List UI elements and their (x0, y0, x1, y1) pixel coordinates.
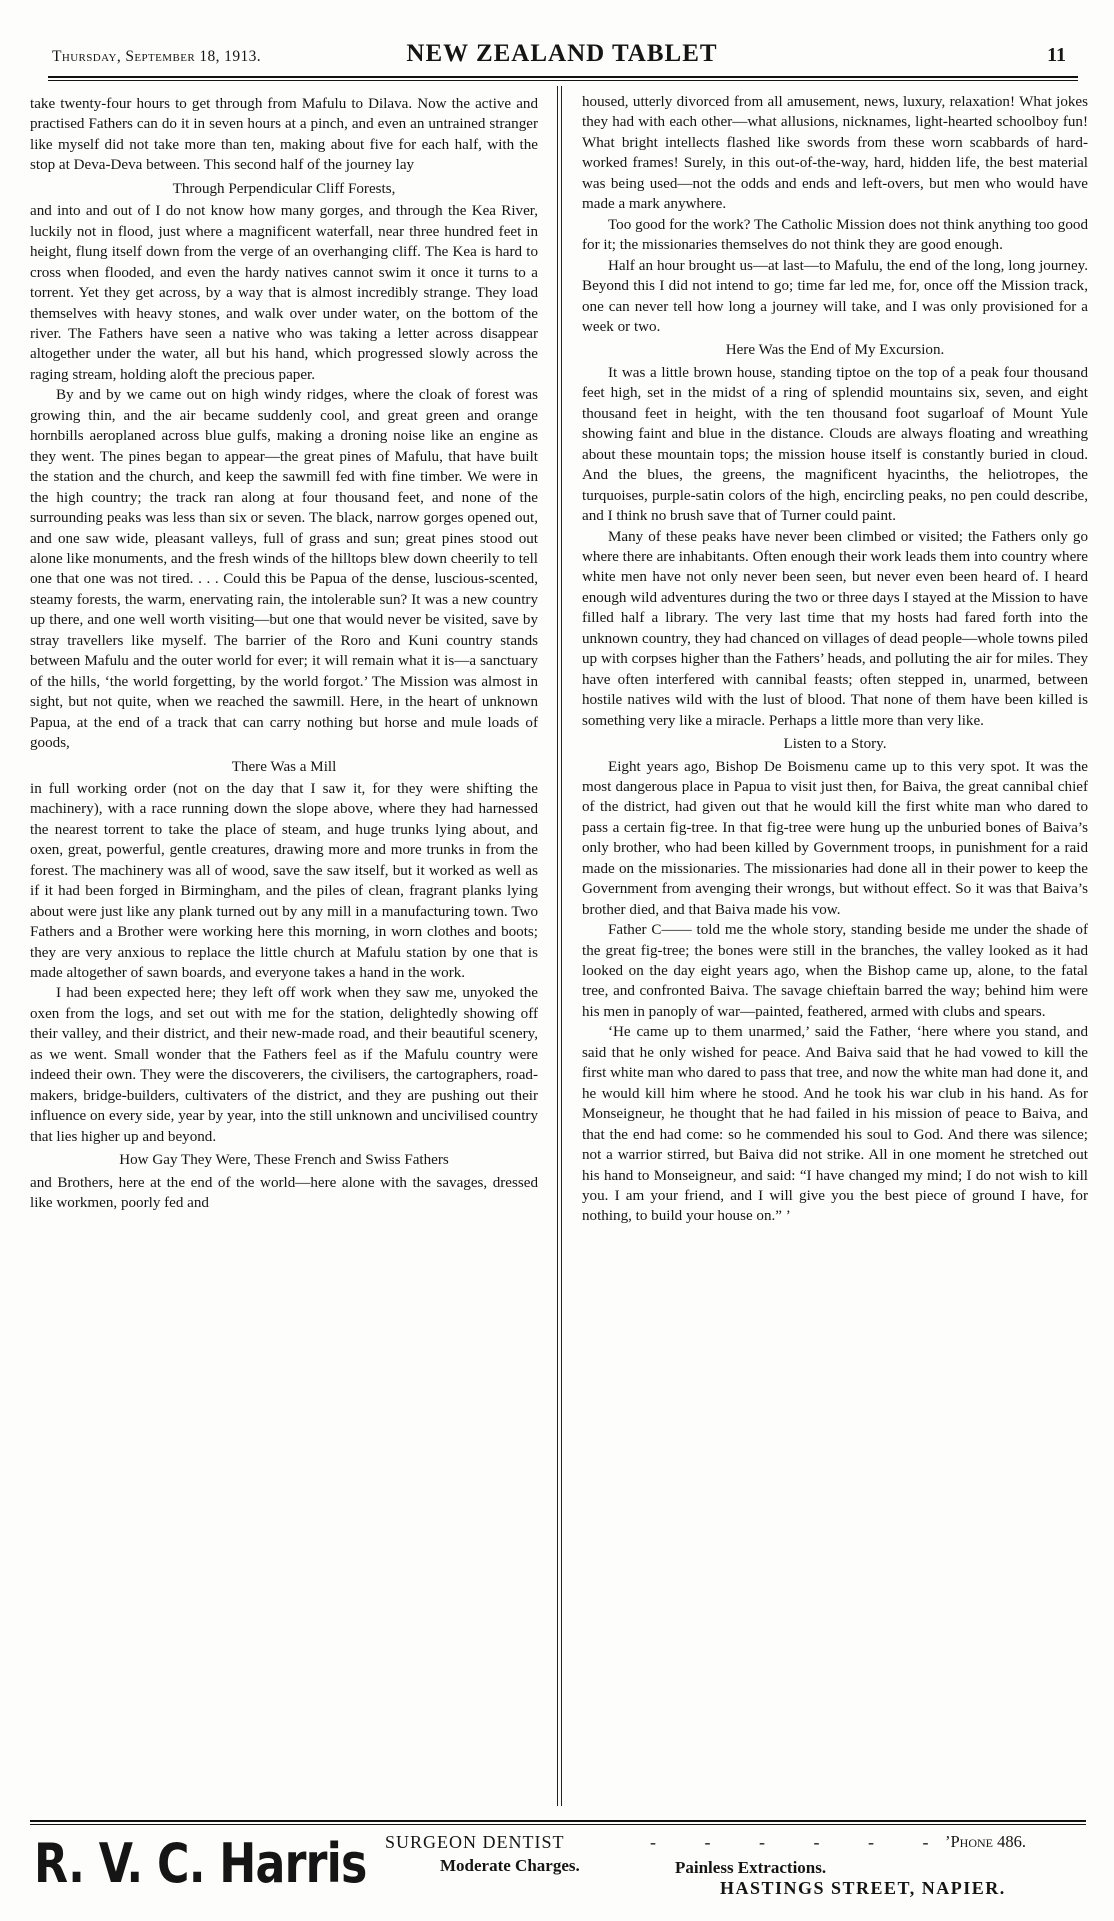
footer-rule (30, 1820, 1086, 1822)
article-paragraph: Half an hour brought us—at last—to Mafulu, the end of the long, long journey. Beyond this I did not intend to go; time far led me, for, once off the Mission track, one can never tell how long a journey will take, and I was only provisioned for a week or two. (582, 257, 1088, 335)
advertiser-phone: ’Phone 486. (945, 1832, 1026, 1851)
article-paragraph: It was a little brown house, standing tiptoe on the top of a peak four thousand feet high, set in the midst of a ring of splendid mountains six, seven, and eight thousand feet in height, with the ten thousand foot sugarloaf of Mount Yule showing faint and blue in the distance. Clouds are always floating and wreathing about these mountain tops; the mission house itself is constantly buried in cloud. And the blues, the greens, the magnificent hyacinths, the heliotropes, the turquoises, purple-satin colors of the high, encircling peaks, no pen could describe, and I think no brush save that of Turner could paint. (582, 364, 1088, 525)
right-column (582, 92, 1088, 1800)
section-subheading: Here Was the End of My Excursion. (725, 342, 945, 359)
section-subheading: Listen to a Story. (783, 736, 887, 753)
article-paragraph: and Brothers, here at the end of the world—here alone with the savages, dressed like workmen, poorly fed and (30, 1174, 538, 1212)
header-rule-thin (48, 80, 1078, 81)
article-paragraph: Eight years ago, Bishop De Boismenu came up to this very spot. It was the most dangerous place in Papua to visit just then, for Baiva, the great cannibal chief of the district, had given out that he would kill the first white man who dared to pass a certain fig-tree. In that fig-tree were hung up the unburied bones of Baiva’s only brother, who had been killed by Government troops, in punishment for a raid made on the missionaries. The missionaries had done all in their power to keep the Government from avenging their wrongs, but without effect. So it was that Baiva’s brother died, and that Baiva made his vow. (582, 758, 1088, 918)
article-paragraph: Too good for the work? The Catholic Mission does not think anything too good for it; the missionaries themselves do not think they are good enough. (582, 216, 1088, 254)
advertiser-profession: SURGEON DENTIST (385, 1832, 565, 1852)
article-paragraph: in full working order (not on the day that I saw it, for they were shifting the machinery), with a race running down the slope above, where they had harnessed the nearest torrent to take the place of steam, and huge trunks lying about, and oxen, great, powerful, gentle creatures, drawing more and more trunks in from the forest. The machinery was all of wood, save the saw itself, but it worked as well as if it had been forged in Birmingham, and the piles of clean, fragrant planks lying about were just like any plank turned out by any mill in a manufacturing town. Two Fathers and a Brother were working here this morning, in worn clothes and boots; they are very anxious to replace the little church at Mafulu station by one that is made altogether of sawn boards, and everyone takes a hand in the work. (30, 780, 538, 982)
issue-date: Thursday, September 18, 1913. (52, 48, 262, 65)
column-divider-second (561, 86, 562, 1806)
section-subheading: Through Perpendicular Cliff Forests, (172, 180, 396, 197)
section-subheading: There Was a Mill (231, 758, 337, 775)
left-column (30, 94, 538, 1802)
article-paragraph: and into and out of I do not know how many gorges, and through the Kea River, luckily not in flood, just where a magnificent waterfall, near three hundred feet in height, flung itself down from the verge of an overhanging cliff. The Kea is hard to cross when flooded, and even the hardy natives cannot swim it once it turns to a torrent. Yet they get across, by a way that is almost incredibly strange. They load themselves with heavy stones, and walk over under water, on the bottom of the river. The Fathers have seen a native who was taking a letter across disappear altogether under the water, all but his hand, which progressed slowly across the raging stream, holding aloft the precious paper. (30, 203, 538, 383)
column-divider (557, 86, 558, 1806)
header-rule (48, 76, 1078, 78)
advertiser-name: R. V. C. Harris (34, 1832, 367, 1895)
article-paragraph: ‘He came up to them unarmed,’ said the Father, ‘here where you stand, and said that he only wished for peace. And Baiva said that he had vowed to kill the first white man who dared to pass that tree, and now the white man had done it, and he would kill him where he stood. And he took his war club in his hand. As for Monseigneur, he thought that he had failed in his mission of peace to Baiva, and that the end had come: so he commended his soul to God. And there was silence; not a warrior stirred, but Baiva did not strike. All in one moment he stretched out his hand to Monseigneur, and said: “I have changed my mind; I do not wish to kill you. I am your friend, and I will give you the best piece of ground I have, for nothing, to build your house on.” ’ (582, 1024, 1088, 1225)
masthead (48, 40, 1076, 72)
newspaper-title: NEW ZEALAND TABLET (406, 40, 718, 67)
advertiser-charges: Moderate Charges. (440, 1856, 580, 1875)
dentist-advertisement (30, 1832, 1086, 1912)
footer-rule-thin (30, 1824, 1086, 1825)
advertiser-address: HASTINGS STREET, NAPIER. (720, 1878, 1006, 1898)
article-paragraph: I had been expected here; they left off work when they saw me, unyoked the oxen from the logs, and set out with me for the station, delightedly showing off their valley, and their district, and their new-made road, and their beautiful scenery, as we went. Small wonder that the Fathers feel as if the Mafulu country were indeed their own. They were the discoverers, the civilisers, the cartographers, road-makers, bridge-builders, cultivaters of the district, and they are pushing out their influence on every side, year by year, into the still unknown and uncivilised country that lies higher up and beyond. (30, 985, 538, 1145)
section-subheading: How Gay They Were, These French and Swiss Fathers (119, 1152, 449, 1169)
page-number: 11 (1047, 44, 1066, 66)
article-paragraph: housed, utterly divorced from all amusement, news, luxury, relaxation! What jokes they had with each other—what allusions, nicknames, light-hearted schoolboy fun! What bright intellects flashed like swords from these worn scabbards of hard-worked frames! Surely, in this out-of-the-way, hard, hidden life, the best material was being used—not the odds and ends and left-overs, but men who would have made a mark anywhere. (582, 94, 1088, 213)
article-paragraph: By and by we came out on high windy ridges, where the cloak of forest was growing thin, and the air became suddenly cool, and great green and orange hornbills aeroplaned across blue gulfs, making a droning noise like an engine as they went. The pines began to appear—the great pines of Mafulu, that have built the station and the church, and keep the sawmill fed with fine timber. We were in the high country; the track ran along at four thousand feet, and none of the surrounding peaks was less than six or seven. The black, narrow gorges opened out, and one saw wide, pleasant valleys, full of grass and sun; great pines stood out alone like monuments, and the fresh winds of the hilltops blew down cheerily to tell one that one was not tired. . . . Could this be Papua of the dense, luscious-scented, steamy forests, the warm, enervating rain, the intolerable sun? It was a new country up there, and one well worth visiting—but one that would never be visited, save by stray travellers like myself. The barrier of the Roro and Kuni country stands between Mafulu and the outer world for ever; it will remain what it is—a sanctuary of the hills, ‘the world forgetting, by the world forgot.’ The Mission was almost in sight, but not quite, when we reached the sawmill. Here, in the heart of unknown Papua, at the end of a track that can carry nothing but horse and mule loads of goods, (30, 387, 538, 752)
advertiser-extractions: Painless Extractions. (675, 1858, 827, 1877)
article-paragraph: Father C—— told me the whole story, standing beside me under the shade of the great fig-tree; the bones were still in the branches, the valley looked as it had looked on the day eight years ago, when the Bishop came up, alone, to the fatal tree, and confronted Baiva. The savage chieftain barred the way; behind him were his men in panoply of war—painted, feathered, armed with clubs and spears. (582, 922, 1088, 1020)
leader-dashes: - - - - - - (650, 1832, 951, 1852)
article-paragraph: take twenty-four hours to get through from Mafulu to Dilava. Now the active and practised Fathers can do it in seven hours at a pinch, and even an untrained stranger like myself did not take more than ten, making about five for each half, with the stop at Deva-Deva between. This second half of the journey lay (30, 96, 538, 174)
article-paragraph: Many of these peaks have never been climbed or visited; the Fathers only go where there are inhabitants. Often enough their work leads them into country where white men have not only never been seen, but never even been heard of. I heard enough wild adventures during the two or three days I stayed at the Mission to have filled half a library. The very last time that my hosts had fared forth into the unknown country, they had chanced on villages of dead people—whole towns piled up with corpses higher than the Fathers’ heads, and polluting the air for miles. They have often interfered with cannibal feasts; often stepped in, unarmed, between hostile natives wild with the lust of blood. That none of them have been killed is something very like a miracle. Perhaps a little more than very like. (582, 528, 1088, 729)
